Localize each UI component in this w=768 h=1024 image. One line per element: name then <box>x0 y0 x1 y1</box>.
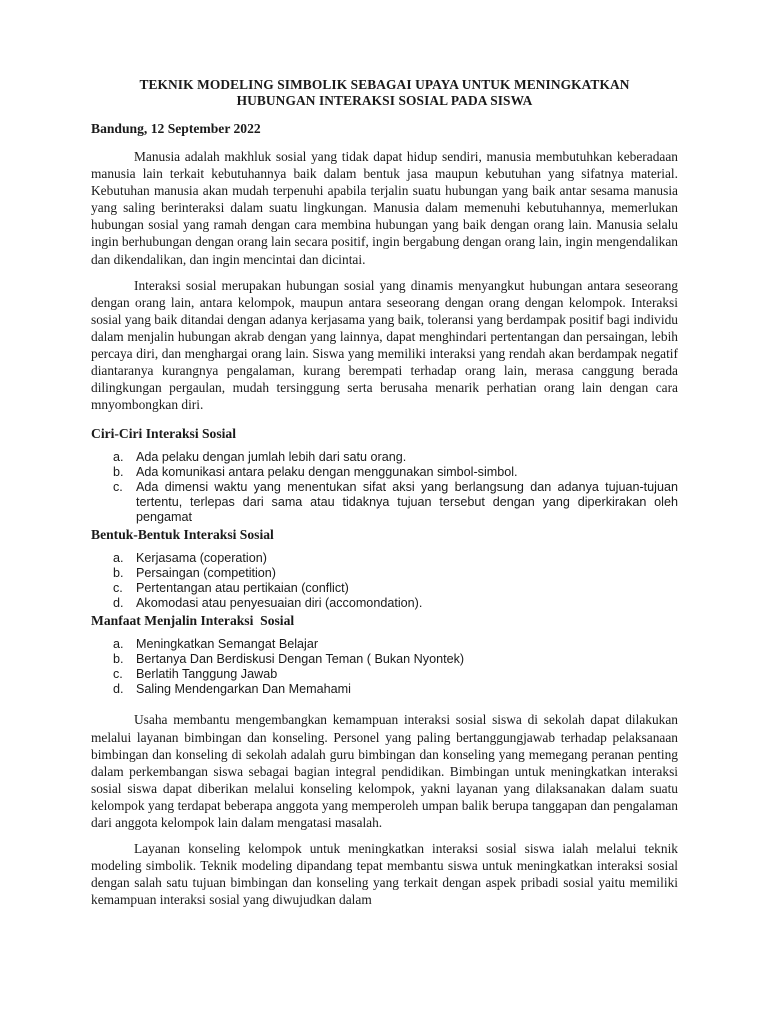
list-item <box>91 596 678 611</box>
list-marker: b. <box>113 652 124 667</box>
list-item-text: Persaingan (competition) <box>136 566 277 581</box>
paragraph-3: Usaha membantu mengembangkan kemampuan interaksi sosial siswa di sekolah dapat dilakukan melalui layanan bimbingan dan konseling. Personel yang paling bertanggungjawab terhadap pelaksanaan bimbingan dan konseling di sekolah adalah guru bimbingan dan konseling yang memegang peranan penting dalam perkembangan siswa sebagai bagian integral pendidikan. Bimbingan untuk meningkatkan interaksi sosial siswa dapat diberikan melalui konseling kelompok, yakni layanan yang dilaksanakan dalam suatu kelompok yang terdapat beberapa anggota yang memperoleh umpan balik berupa tanggapan dan pengalaman dari anggota kelompok lain dalam mengatasi masalah. <box>91 712 678 830</box>
list-item-text: Ada dimensi waktu yang menentukan sifat aksi yang berlangsung dan adanya tujuan-tujuan tertentu, terlepas dari sama atau tidaknya tujuan tersebut dengan yang diperkirakan oleh pengamat <box>136 480 678 525</box>
list-item <box>91 480 678 525</box>
list-item-text: Meningkatkan Semangat Belajar <box>136 637 319 652</box>
list-item <box>91 465 678 480</box>
list-item-text: Saling Mendengarkan Dan Memahami <box>136 682 351 697</box>
list-marker: c. <box>113 667 123 682</box>
list-item-text: Kerjasama (coperation) <box>136 551 267 566</box>
list-item-text: Akomodasi atau penyesuaian diri (accomondation). <box>136 596 423 611</box>
list-item-text: Ada komunikasi antara pelaku dengan menggunakan simbol-simbol. <box>136 465 518 480</box>
document-title <box>91 77 678 109</box>
list-marker: a. <box>113 450 124 465</box>
list-manfaat <box>91 637 678 697</box>
list-item <box>91 667 678 682</box>
list-marker: c. <box>113 480 123 495</box>
list-marker: b. <box>113 465 124 480</box>
list-marker: b. <box>113 566 124 581</box>
list-marker: d. <box>113 596 124 611</box>
list-item <box>91 566 678 581</box>
document-title-line-1: TEKNIK MODELING SIMBOLIK SEBAGAI UPAYA UNTUK MENINGKATKAN <box>139 77 630 92</box>
list-item <box>91 637 678 652</box>
list-item <box>91 682 678 697</box>
list-marker: a. <box>113 637 124 652</box>
list-item-text: Ada pelaku dengan jumlah lebih dari satu orang. <box>136 450 407 465</box>
list-item <box>91 551 678 566</box>
document-title-line-2: HUBUNGAN INTERAKSI SOSIAL PADA SISWA <box>236 93 533 108</box>
document-date: Bandung, 12 September 2022 <box>91 121 261 136</box>
list-item <box>91 652 678 667</box>
list-item-text: Berlatih Tanggung Jawab <box>136 667 278 682</box>
list-marker: d. <box>113 682 124 697</box>
list-marker: c. <box>113 581 123 596</box>
list-item-text: Pertentangan atau pertikaian (conflict) <box>136 581 349 596</box>
list-item-text: Bertanya Dan Berdiskusi Dengan Teman ( Bukan Nyontek) <box>136 652 465 667</box>
section-heading-bentuk-bentuk: Bentuk-Bentuk Interaksi Sosial <box>91 527 274 543</box>
section-heading-ciri-ciri: Ciri-Ciri Interaksi Sosial <box>91 426 236 442</box>
paragraph-1: Manusia adalah makhluk sosial yang tidak dapat hidup sendiri, manusia membutuhkan keberadaan manusia lain terkait kebutuhannya baik dalam bentuk jasa maupun kebutuhan yang sifatnya material. Kebutuhan manusia akan mudah terpenuhi apabila terjalin suatu hubungan yang baik antar sesama manusia yang saling berinteraksi dalam suatu lingkungan. Manusia dalam memenuhi kebutuhannya, memerlukan hubungan sosial yang ramah dengan cara membina hubungan yang baik dengan orang lain. Manusia selalu ingin berhubungan dengan orang lain secara positif, ingin bergabung dengan orang lain, ingin mengendalikan dan dikendalikan, dan ingin mencintai dan dicintai. <box>91 149 678 267</box>
list-item <box>91 450 678 465</box>
list-item <box>91 581 678 596</box>
document-page <box>91 77 678 917</box>
list-marker: a. <box>113 551 124 566</box>
section-heading-manfaat: Manfaat Menjalin Interaksi Sosial <box>91 613 295 629</box>
paragraph-4: Layanan konseling kelompok untuk meningkatkan interaksi sosial siswa ialah melalui teknik modeling simbolik. Teknik modeling dipandang tepat membantu siswa untuk meningkatkan interaksi sosial dengan salah satu tujuan bimbingan dan konseling yang terkait dengan aspek pribadi sosial yaitu memiliki kemampuan interaksi sosial yang diwujudkan dalam <box>91 841 678 908</box>
paragraph-2: Interaksi sosial merupakan hubungan sosial yang dinamis menyangkut hubungan antara seseorang dengan orang lain, antara kelompok, maupun antara seseorang dengan orang dengan kelompok. Interaksi sosial yang baik ditandai dengan adanya kerjasama yang baik, toleransi yang berdampak positif bagi individu dalam menjalin hubungan akrab dengan yang lainnya, dapat menghindari pertentangan dan persaingan, lebih percaya diri, dan menghargai orang lain. Siswa yang memiliki interaksi yang rendah akan berdampak negatif diantaranya kurangnya pengalaman, kurang berempati terhadap orang lain, merasa canggung berada dilingkungan pergaulan, mudah tersinggung serta berusaha menarik perhatian orang lain dengan cara mnyombongkan diri. <box>91 277 678 413</box>
list-ciri-ciri <box>91 450 678 525</box>
list-bentuk-bentuk <box>91 551 678 611</box>
